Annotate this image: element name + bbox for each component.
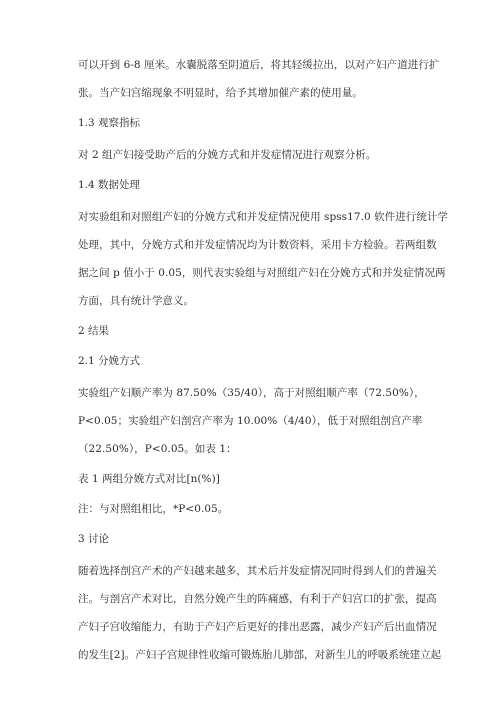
paragraph-line: 可以开到 6-8 厘米。水囊脱落至阴道后，将其轻缓拉出，以对产妇产道进行扩	[78, 59, 440, 71]
paragraph-line: 实验组产妇顺产率为 87.50%（35/40），高于对照组顺产率（72.50%），	[78, 387, 425, 399]
section-heading-3: 3 讨论	[78, 533, 110, 545]
paragraph-line: 注。与剖宫产术对比，自然分娩产生的阵痛感，有利于产妇宫口的扩张，提高	[78, 593, 437, 605]
paragraph-line: 据之间 p 值小于 0.05，则代表实验组与对照组产妇在分娩方式和并发症情况两	[78, 267, 446, 279]
paragraph-line: 产妇子宫收缩能力，有助于产妇产后更好的排出恶露，减少产妇产后出血情况	[78, 621, 437, 633]
table-note: 注：与对照组相比，*P<0.05。	[78, 503, 229, 515]
section-heading-2: 2 结果	[78, 325, 110, 337]
paragraph-line: 处理，其中，分娩方式和并发症情况均为计数资料，采用卡方检验。若两组数	[78, 239, 437, 251]
paragraph-line: （22.50%），P<0.05。如表 1：	[78, 443, 237, 455]
section-heading-2-1: 2.1 分娩方式	[78, 355, 141, 367]
paragraph-line: 随着选择剖宫产术的产妇越来越多，其术后并发症情况同时得到人们的普遍关	[78, 565, 437, 577]
paragraph-line: 对实验组和对照组产妇的分娩方式和并发症情况使用 spss17.0 软件进行统计学	[78, 211, 448, 223]
section-heading-1-4: 1.4 数据处理	[78, 179, 141, 191]
paragraph-line: 对 2 组产妇接受助产后的分娩方式和并发症情况进行观察分析。	[78, 149, 377, 161]
paragraph-line: 方面，具有统计学意义。	[78, 295, 195, 307]
paragraph-line: 的发生[2]。产妇子宫规律性收缩可锻炼胎儿肺部，对新生儿的呼吸系统建立起	[78, 649, 442, 661]
section-heading-1-3: 1.3 观察指标	[78, 117, 141, 129]
paragraph-line: 张。当产妇宫缩现象不明显时，给予其增加催产素的使用量。	[78, 87, 363, 99]
paragraph-line: P<0.05；实验组产妇剖宫产率为 10.00%（4/40），低于对照组剖宫产率	[78, 415, 423, 427]
table-caption: 表 1 两组分娩方式对比[n(%)]	[78, 473, 220, 485]
